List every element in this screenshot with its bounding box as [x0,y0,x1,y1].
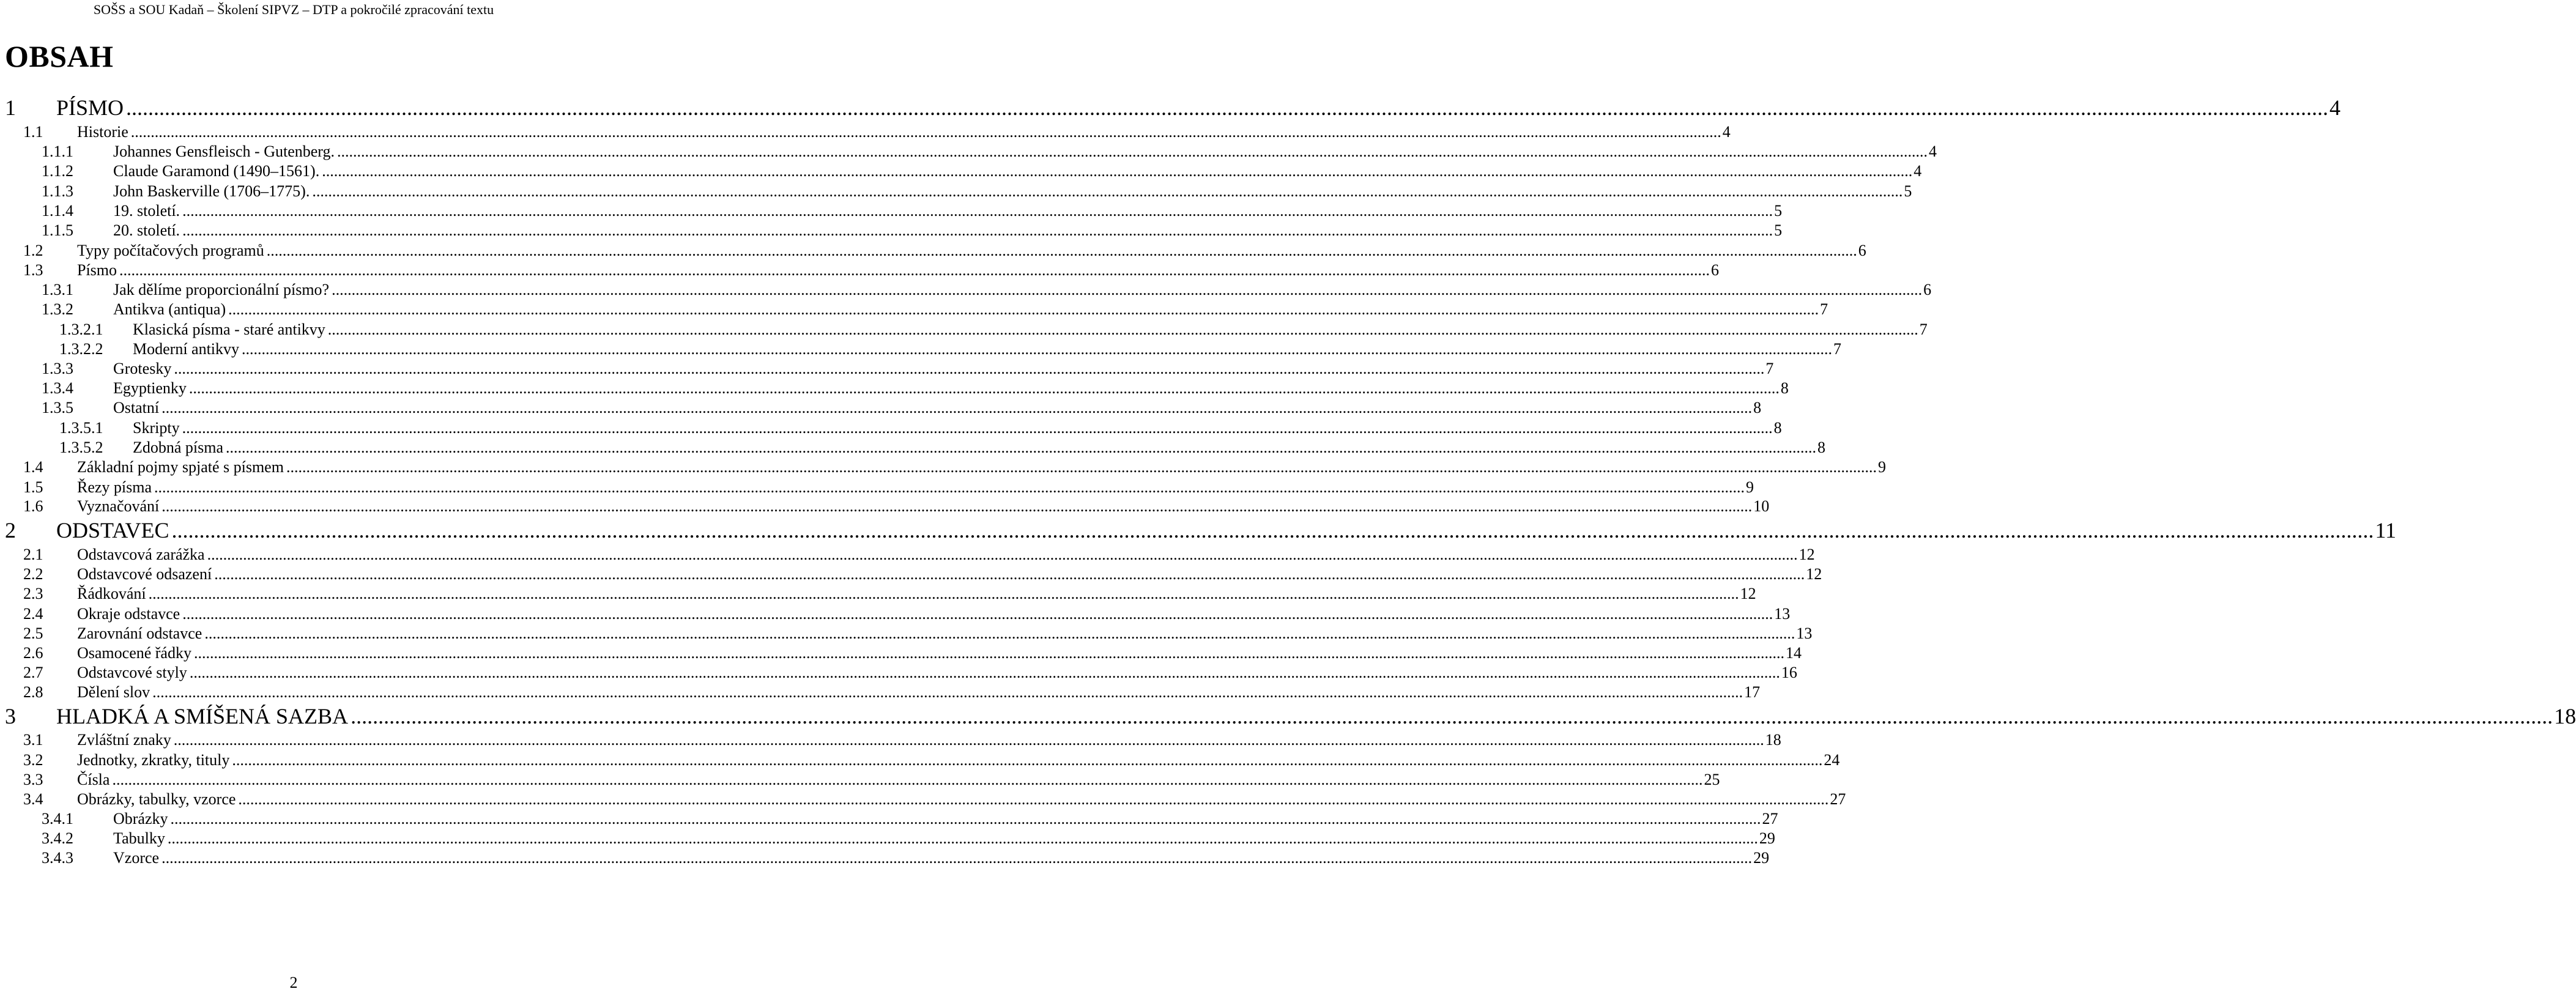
toc-dot-leader: ................................................................................................................................................................................................................................................................................................................................................................................................................ [351,704,2553,728]
toc-entry-number: 1.1.5 [42,221,73,239]
toc-dot-leader: ................................................................................................................................................................................................................................................................................................................................................................................................................ [232,751,1823,769]
toc-entry[interactable] [0,340,1842,360]
toc-entry-page: 8 [1753,399,1762,417]
toc-entry-label: John Baskerville (1706–1775). [113,182,310,200]
toc-entry-page: 6 [1923,281,1932,298]
toc-entry[interactable] [0,565,1822,585]
toc-entry[interactable] [0,439,1826,458]
toc-entry-label: Okraje odstavce [77,605,180,623]
toc-entry-page: 13 [1774,605,1791,623]
toc-entry-page: 27 [1762,810,1778,828]
toc-entry-page: 4 [1722,123,1731,141]
toc-entry-label: Odstavcové styly [77,664,187,681]
toc-entry-page: 8 [1817,439,1826,456]
toc-entry-page: 12 [1798,546,1815,563]
toc-entry-number: 3.4.2 [42,829,73,847]
toc-entry-number: 1 [5,95,16,120]
toc-entry-number: 3.1 [23,731,43,749]
toc-entry-number: 2.6 [23,644,43,662]
toc-entry-number: 1.3.1 [42,281,73,298]
toc-entry-number: 1.1.1 [42,143,73,160]
toc-entry-label: Dělení slov [77,683,150,701]
toc-dot-leader: ................................................................................................................................................................................................................................................................................................................................................................................................................ [207,546,1798,563]
toc-dot-leader: ................................................................................................................................................................................................................................................................................................................................................................................................................ [228,300,1819,318]
toc-entry-label: Vyznačování [77,497,160,515]
toc-dot-leader: ................................................................................................................................................................................................................................................................................................................................................................................................................ [119,261,1710,279]
toc-entry[interactable] [0,360,1774,379]
toc-entry-page: 9 [1746,478,1754,496]
toc-entry-number: 1.2 [23,242,43,259]
toc-entry-page: 4 [2329,95,2341,120]
toc-entry[interactable] [0,829,1775,849]
toc-entry-label: HLADKÁ A SMÍŠENÁ SAZBA [56,704,349,728]
toc-dot-leader: ................................................................................................................................................................................................................................................................................................................................................................................................................ [182,419,1773,437]
toc-entry[interactable] [0,497,1770,517]
toc-entry-number: 1.3.4 [42,379,73,397]
toc-entry[interactable] [0,379,1789,399]
toc-entry-page: 12 [1806,565,1822,583]
page-number: 2 [289,974,298,991]
toc-entry-label: PÍSMO [56,95,124,120]
toc-entry-number: 3.4.1 [42,810,73,828]
toc-dot-leader: ................................................................................................................................................................................................................................................................................................................................................................................................................ [336,143,1928,160]
toc-entry-label: Historie [77,123,128,141]
toc-entry[interactable] [0,281,1932,300]
toc-dot-leader: ................................................................................................................................................................................................................................................................................................................................................................................................................ [126,95,2329,120]
toc-entry-page: 6 [1711,261,1720,279]
toc-entry-label: Claude Garamond (1490–1561). [113,162,320,180]
toc-entry-number: 1.3.3 [42,360,73,377]
toc-entry[interactable] [0,683,1761,703]
toc-entry-label: Johannes Gensfleisch - Gutenberg. [113,143,335,160]
toc-entry[interactable] [0,546,1815,565]
toc-entry-page: 27 [1830,790,1846,808]
toc-dot-leader: ................................................................................................................................................................................................................................................................................................................................................................................................................ [112,771,1703,788]
toc-entry-label: 20. století. [113,221,180,239]
toc-entry-label: Jak dělíme proporcionální písmo? [113,281,330,298]
toc-dot-leader: ................................................................................................................................................................................................................................................................................................................................................................................................................ [188,379,1780,397]
toc-entry-page: 29 [1759,829,1775,847]
toc-entry[interactable] [0,751,1840,771]
toc-entry-number: 1.1 [23,123,43,141]
toc-dot-leader: ................................................................................................................................................................................................................................................................................................................................................................................................................ [322,162,1913,180]
toc-entry-number: 1.5 [23,478,43,496]
toc-entry[interactable] [0,517,2397,544]
toc-entry[interactable] [0,605,1791,624]
toc-entry[interactable] [0,644,1802,664]
toc-entry-label: Egyptienky [113,379,187,397]
toc-entry-label: Zarovnání odstavce [77,624,202,642]
toc-entry[interactable] [0,320,1928,340]
toc-dot-leader: ................................................................................................................................................................................................................................................................................................................................................................................................................ [204,624,1795,642]
toc-entry-page: 5 [1774,221,1783,239]
toc-entry-page: 7 [1919,320,1928,338]
toc-dot-leader: ................................................................................................................................................................................................................................................................................................................................................................................................................ [193,644,1784,662]
toc-dot-leader: ................................................................................................................................................................................................................................................................................................................................................................................................................ [167,829,1758,847]
toc-entry[interactable] [0,731,1781,750]
toc-entry-page: 24 [1824,751,1840,769]
toc-entry-number: 3.4.3 [42,849,73,867]
toc-entry-label: Jednotky, zkratky, tituly [77,751,230,769]
toc-entry-page: 8 [1780,379,1789,397]
toc-entry[interactable] [0,478,1754,498]
toc-entry-page: 8 [1773,419,1782,437]
toc-entry-label: Obrázky [113,810,168,828]
toc-entry-label: Osamocené řádky [77,644,191,662]
toc-entry-number: 3.4 [23,790,43,808]
toc-entry-page: 7 [1820,300,1828,318]
toc-entry[interactable] [0,123,1731,143]
toc-dot-leader: ................................................................................................................................................................................................................................................................................................................................................................................................................ [332,281,1923,298]
toc-dot-leader: ................................................................................................................................................................................................................................................................................................................................................................................................................ [242,340,1833,358]
toc-entry[interactable] [0,664,1797,683]
toc-entry-label: 19. století. [113,202,180,220]
toc-entry-number: 1.3.2.2 [59,340,103,358]
toc-entry-number: 1.4 [23,458,43,476]
toc-entry-page: 14 [1785,644,1802,662]
toc-entry-number: 2.7 [23,664,43,681]
toc-entry-number: 2.1 [23,546,43,563]
toc-entry-number: 1.6 [23,497,43,515]
toc-entry-number: 2.8 [23,683,43,701]
toc-entry[interactable] [0,399,1762,418]
toc-entry[interactable] [0,810,1778,829]
toc-entry[interactable] [0,95,2341,122]
toc-entry-page: 4 [1913,162,1922,180]
toc-dot-leader: ................................................................................................................................................................................................................................................................................................................................................................................................................ [182,202,1773,220]
toc-entry-number: 2.2 [23,565,43,583]
toc-entry-page: 16 [1781,664,1797,681]
toc-entry-label: Odstavcové odsazení [77,565,212,583]
toc-entry-number: 3 [5,704,16,728]
toc-entry-label: Vzorce [113,849,160,867]
toc-dot-leader: ................................................................................................................................................................................................................................................................................................................................................................................................................ [161,849,1753,867]
toc-entry-label: Grotesky [113,360,172,377]
toc-entry-page: 13 [1796,624,1813,642]
page-header: SOŠS a SOU Kadaň – Školení SIPVZ – DTP a pokročilé zpracování textu [93,2,494,17]
toc-entry-page: 18 [2554,704,2576,728]
toc-dot-leader: ................................................................................................................................................................................................................................................................................................................................................................................................................ [238,790,1829,808]
toc-entry-page: 10 [1753,497,1770,515]
toc-entry-page: 12 [1740,585,1756,602]
toc-entry-number: 3.2 [23,751,43,769]
toc-entry-page: 5 [1774,202,1783,220]
toc-entry[interactable] [0,585,1756,604]
toc-entry-label: Tabulky [113,829,165,847]
toc-entry-number: 2 [5,518,16,543]
toc-entry-label: Čísla [77,771,110,788]
toc-dot-leader: ................................................................................................................................................................................................................................................................................................................................................................................................................ [152,683,1743,701]
toc-entry-number: 1.1.3 [42,182,73,200]
toc-dot-leader: ................................................................................................................................................................................................................................................................................................................................................................................................................ [214,565,1805,583]
toc-entry-label: Typy počítačových programů [77,242,264,259]
toc-dot-leader: ................................................................................................................................................................................................................................................................................................................................................................................................................ [266,242,1857,259]
toc-dot-leader: ................................................................................................................................................................................................................................................................................................................................................................................................................ [148,585,1739,602]
toc-entry-page: 4 [1928,143,1937,160]
toc-dot-leader: ................................................................................................................................................................................................................................................................................................................................................................................................................ [327,320,1918,338]
toc-entry-page: 9 [1877,458,1886,476]
toc-entry-page: 25 [1704,771,1720,788]
toc-entry-label: Klasická písma - staré antikvy [133,320,325,338]
toc-entry[interactable] [0,703,2576,730]
toc-dot-leader: ................................................................................................................................................................................................................................................................................................................................................................................................................ [130,123,1721,141]
toc-entry-label: Ostatní [113,399,160,417]
toc-entry-label: Obrázky, tabulky, vzorce [77,790,236,808]
toc-entry-number: 2.5 [23,624,43,642]
toc-entry[interactable] [0,143,1937,162]
toc-dot-leader: ................................................................................................................................................................................................................................................................................................................................................................................................................ [182,221,1773,239]
toc-entry-number: 1.3.2.1 [59,320,103,338]
toc-entry-page: 6 [1858,242,1866,259]
toc-dot-leader: ................................................................................................................................................................................................................................................................................................................................................................................................................ [182,605,1773,623]
toc-entry[interactable] [0,242,1866,261]
toc-entry[interactable] [0,300,1828,320]
toc-entry-label: Písmo [77,261,117,279]
toc-dot-leader: ................................................................................................................................................................................................................................................................................................................................................................................................................ [286,458,1877,476]
toc-entry-number: 1.1.2 [42,162,73,180]
toc-entry-number: 1.3.5.2 [59,439,103,456]
toc-entry[interactable] [0,261,1720,281]
toc-entry-number: 1.3.5 [42,399,73,417]
page-title: OBSAH [5,39,114,73]
toc-entry-page: 5 [1904,182,1912,200]
toc-entry-label: Řezy písma [77,478,152,496]
toc-entry-label: Řádkování [77,585,146,602]
toc-entry[interactable] [0,162,1922,182]
toc-entry-number: 2.4 [23,605,43,623]
toc-entry-page: 18 [1765,731,1781,749]
toc-dot-leader: ................................................................................................................................................................................................................................................................................................................................................................................................................ [171,518,2374,543]
toc-entry-label: Zvláštní znaky [77,731,171,749]
toc-entry-number: 1.1.4 [42,202,73,220]
toc-entry-label: Moderní antikvy [133,340,240,358]
toc-dot-leader: ................................................................................................................................................................................................................................................................................................................................................................................................................ [174,360,1765,377]
toc-entry-page: 7 [1765,360,1774,377]
toc-entry-page: 7 [1833,340,1842,358]
toc-dot-leader: ................................................................................................................................................................................................................................................................................................................................................................................................................ [170,810,1761,828]
toc-entry-label: Odstavcová zarážka [77,546,205,563]
toc-entry-page: 29 [1753,849,1770,867]
toc-entry[interactable] [0,771,1720,790]
toc-dot-leader: ................................................................................................................................................................................................................................................................................................................................................................................................................ [312,182,1903,200]
toc-entry-label: Antikva (antiqua) [113,300,226,318]
toc-entry-label: ODSTAVEC [56,518,169,543]
toc-entry[interactable] [0,624,1813,644]
toc-entry[interactable] [0,182,1912,202]
toc-entry-number: 1.3 [23,261,43,279]
toc-entry-label: Základní pojmy spjaté s písmem [77,458,284,476]
toc-entry-number: 1.3.2 [42,300,73,318]
toc-entry-page: 17 [1744,683,1761,701]
toc-entry-page: 11 [2375,518,2397,543]
toc-entry[interactable] [0,221,1783,241]
toc-entry-label: Skripty [133,419,180,437]
toc-entry[interactable] [0,419,1782,439]
toc-dot-leader: ................................................................................................................................................................................................................................................................................................................................................................................................................ [189,664,1780,681]
toc-entry-number: 3.3 [23,771,43,788]
toc-entry[interactable] [0,202,1783,221]
toc-entry[interactable] [0,849,1770,869]
toc-entry-number: 2.3 [23,585,43,602]
toc-entry[interactable] [0,790,1846,810]
toc-entry[interactable] [0,458,1886,478]
toc-dot-leader: ................................................................................................................................................................................................................................................................................................................................................................................................................ [161,399,1753,417]
toc-dot-leader: ................................................................................................................................................................................................................................................................................................................................................................................................................ [226,439,1817,456]
toc-entry-number: 1.3.5.1 [59,419,103,437]
toc-entry-label: Zdobná písma [133,439,224,456]
toc-dot-leader: ................................................................................................................................................................................................................................................................................................................................................................................................................ [161,497,1753,515]
toc-dot-leader: ................................................................................................................................................................................................................................................................................................................................................................................................................ [173,731,1764,749]
toc-dot-leader: ................................................................................................................................................................................................................................................................................................................................................................................................................ [154,478,1745,496]
